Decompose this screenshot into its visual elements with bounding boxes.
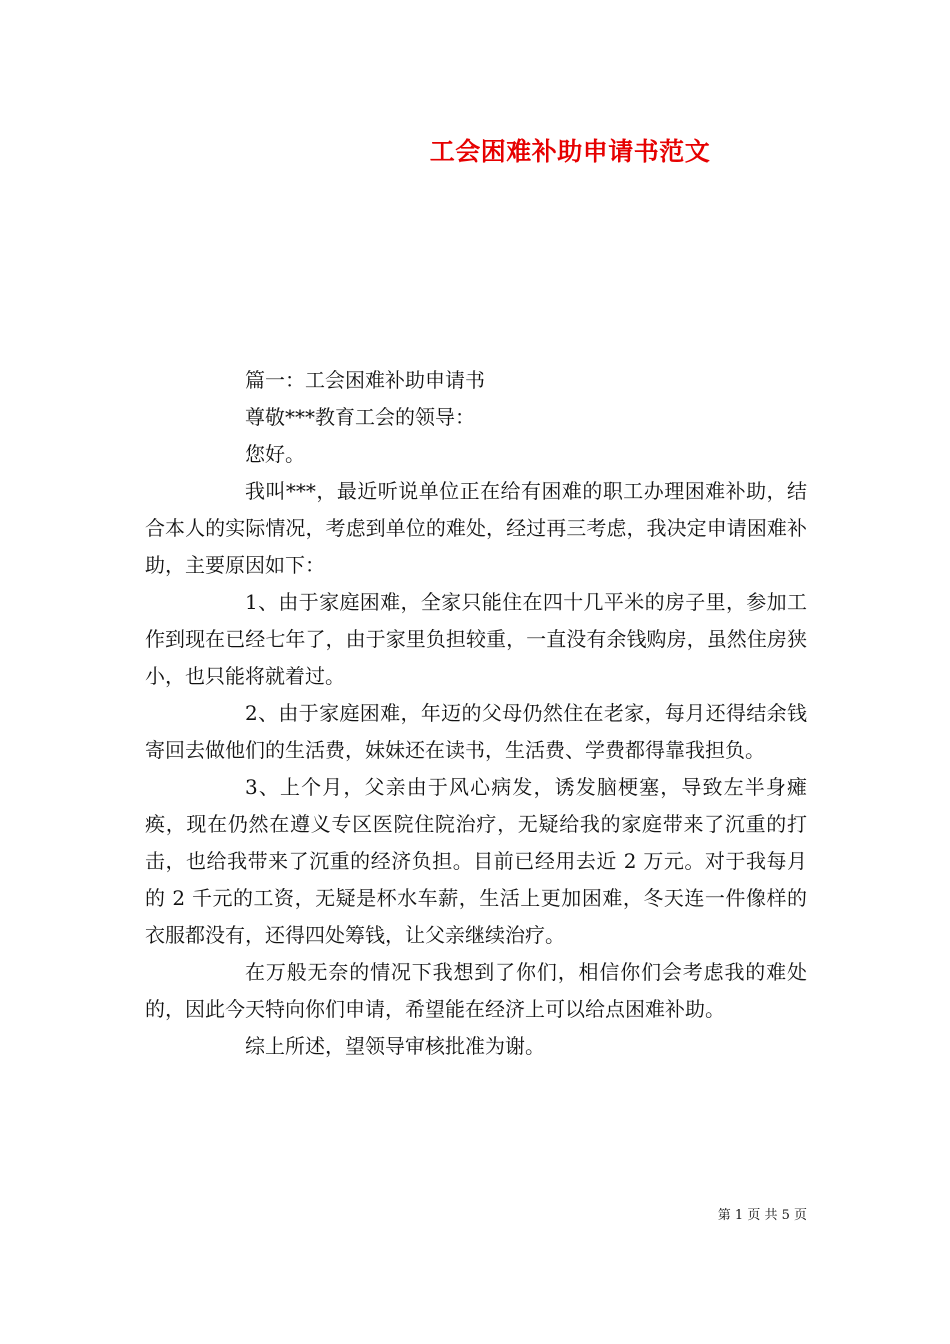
section-heading: 篇一：工会困难补助申请书: [245, 368, 485, 392]
paragraph-reason-1: 1、由于家庭困难，全家只能住在四十几平米的房子里，参加工作到现在已经七年了，由于家里负担较重，一直没有余钱购房，虽然住房狭小，也只能将就着过。: [145, 590, 807, 688]
paragraph-request: 在万般无奈的情况下我想到了你们，相信你们会考虑我的难处的，因此今天特向你们申请，希望能在经济上可以给点困难补助。: [145, 960, 807, 1021]
salutation: 尊敬***教育工会的领导：: [245, 405, 475, 429]
paragraph-reason-2: 2、由于家庭困难，年迈的父母仍然住在老家，每月还得结余钱寄回去做他们的生活费，妹妹还在读书，生活费、学费都得靠我担负。: [145, 701, 807, 762]
paragraph-intro: 我叫***，最近听说单位正在给有困难的职工办理困难补助，结合本人的实际情况，考虑到单位的难处，经过再三考虑，我决定申请困难补助，主要原因如下：: [145, 479, 807, 577]
greeting: 您好。: [245, 442, 305, 466]
paragraph-reason-3: 3、上个月，父亲由于风心病发，诱发脑梗塞，导致左半身瘫痪，现在仍然在遵义专区医院住院治疗，无疑给我的家庭带来了沉重的打击，也给我带来了沉重的经济负担。目前已经用去近 2 万元。对于我每月的 2 千元的工资，无疑是杯水车薪，生活上更加困难，冬天连一件像样的衣服都没有，还得四处筹钱，让父亲继续治疗。: [145, 775, 807, 947]
paragraph-closing: 综上所述，望领导审核批准为谢。: [245, 1034, 545, 1058]
document-title: 工会困难补助申请书范文: [429, 137, 711, 166]
document-body: [145, 362, 807, 1065]
page-footer: 第 1 页 共 5 页: [717, 1208, 807, 1223]
